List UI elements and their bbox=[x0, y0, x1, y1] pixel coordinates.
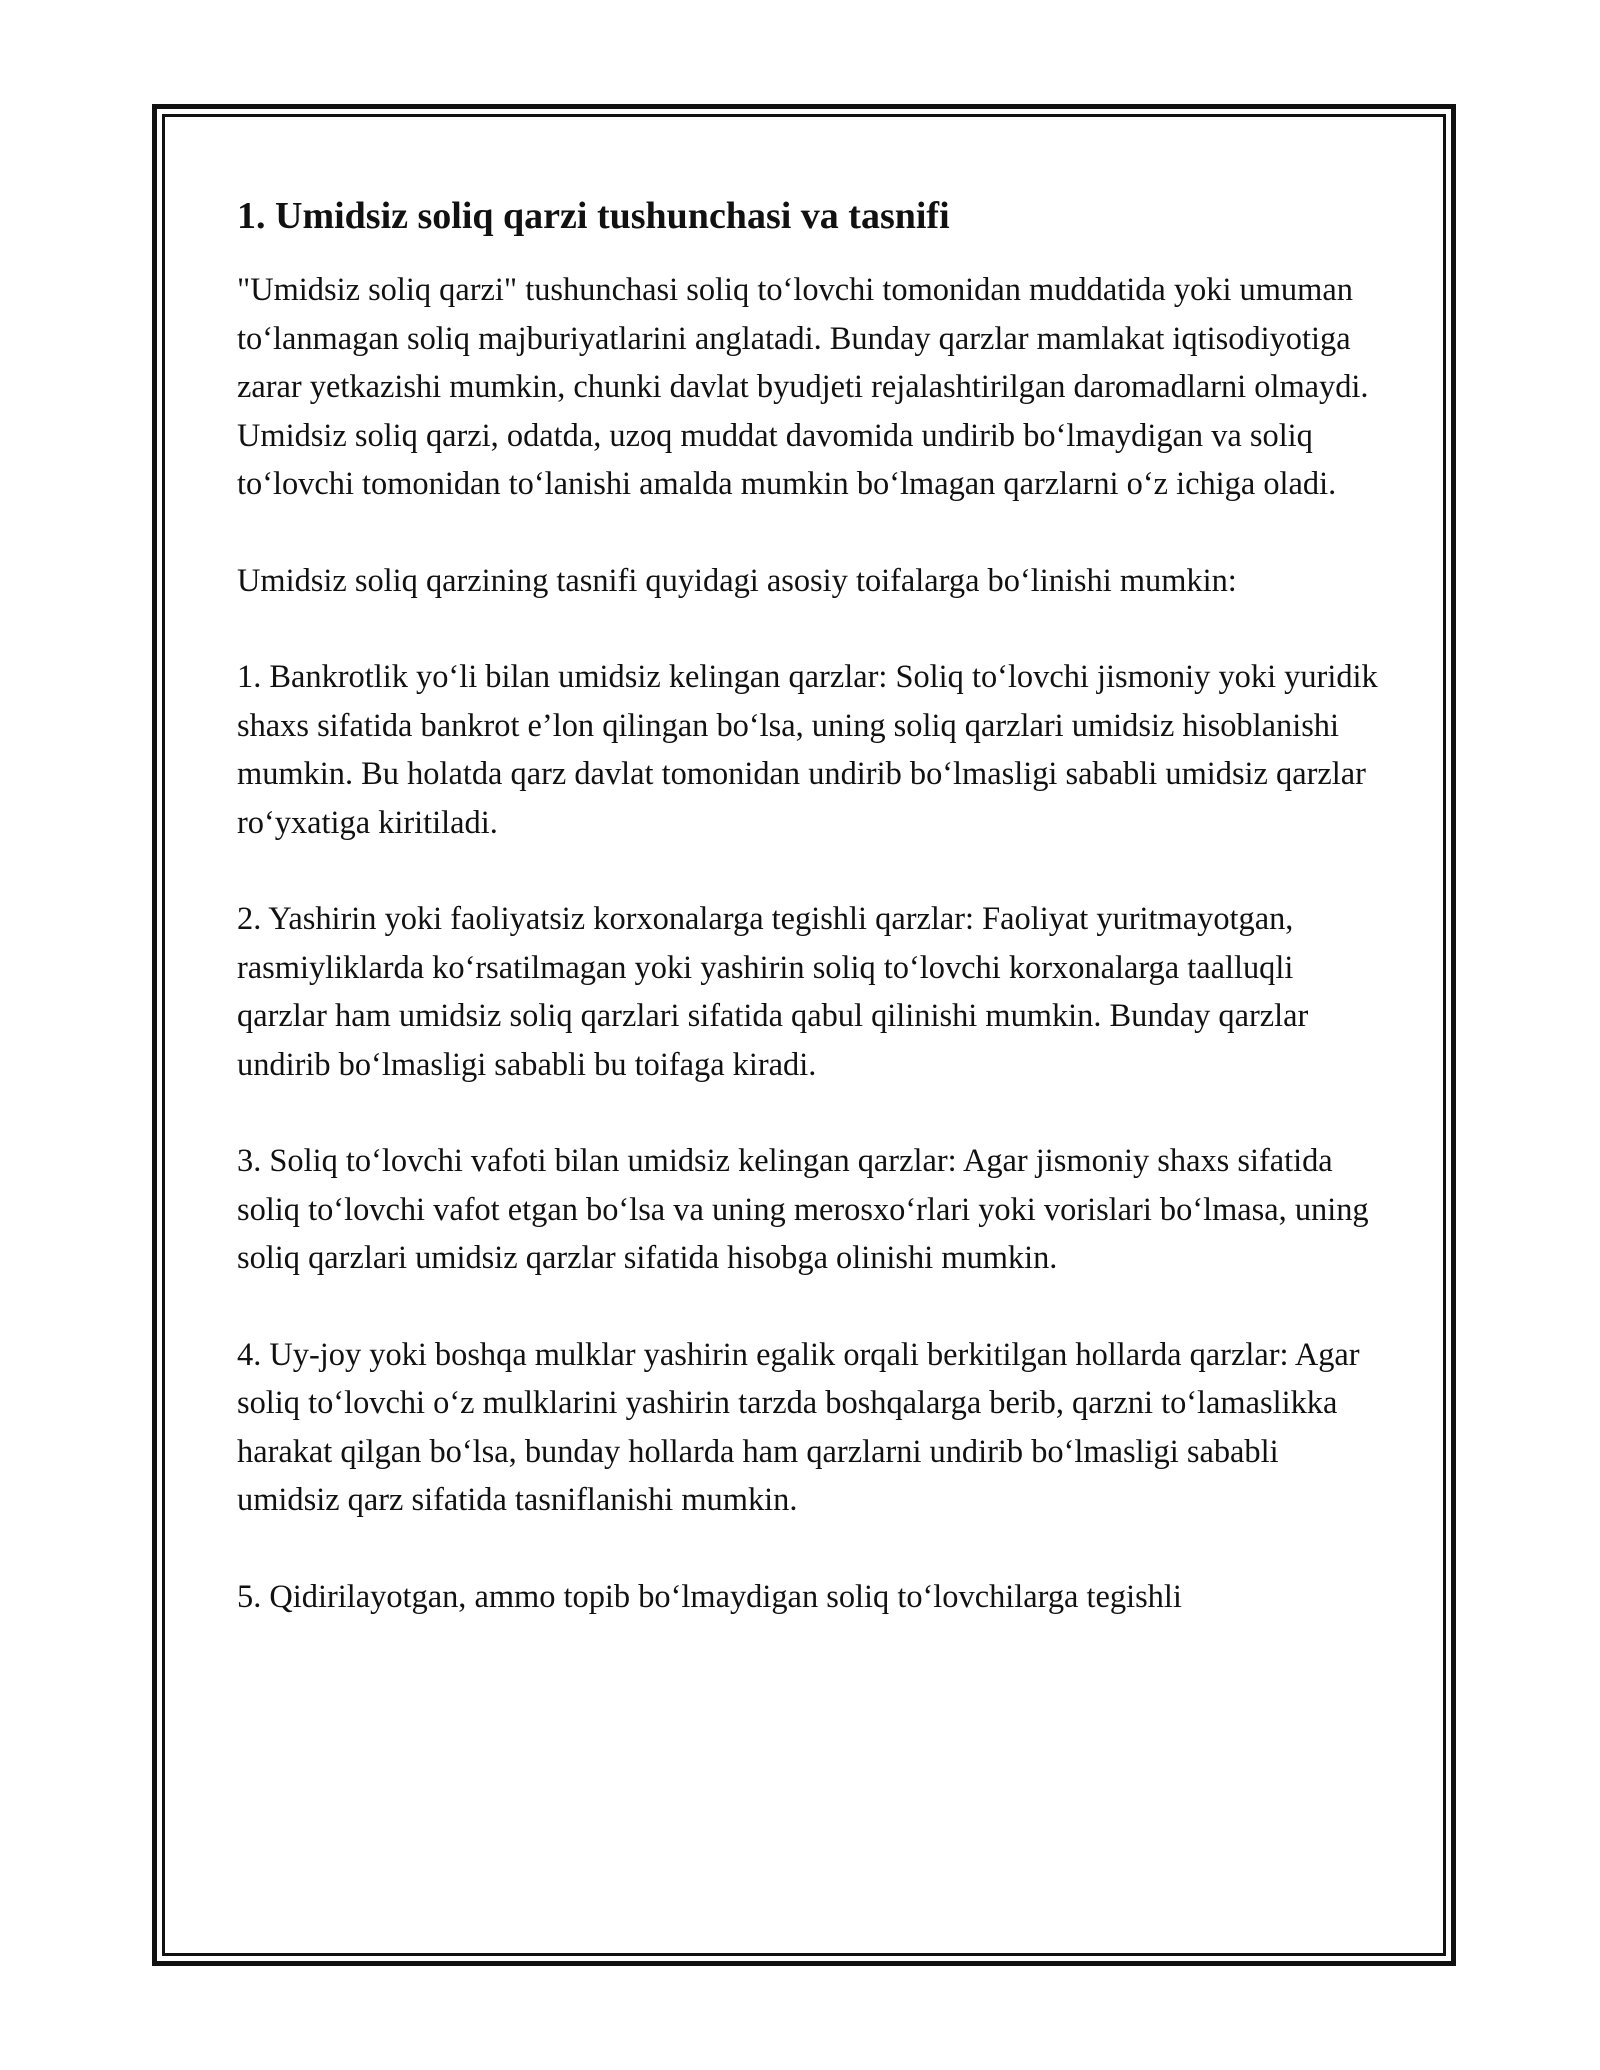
list-item-wanted-taxpayers: 5. Qidirilayotgan, ammo topib bo‘lmaydigan soliq to‘lovchilarga tegishli bbox=[237, 1578, 1182, 1615]
list-item-hidden-property: 4. Uy-joy yoki boshqa mulklar yashirin egalik orqali berkitilgan hollarda qarzlar: Agar soliq to‘lovchi o‘z mulklarini yashirin tarzda boshqalarga berib, qarzni to‘lamaslikka harakat qilgan bo‘lsa, bunday hollarda ham qarzlarni undirib bo‘lmasligi sababli umidsiz qarz sifatida tasniflanishi mumkin. bbox=[237, 1336, 1360, 1518]
paragraph-definition: "Umidsiz soliq qarzi" tushunchasi soliq to‘lovchi tomonidan muddatida yoki umuman to‘lanmagan soliq majburiyatlarini anglatadi. Bunday qarzlar mamlakat iqtisodiyotiga zarar yetkazishi mumkin, chunki davlat byudjeti rejalashtirilgan daromadlarni olmaydi. Umidsiz soliq qarzi, odatda, uzoq muddat davomida undirib bo‘lmaydigan va soliq to‘lovchi tomonidan to‘lanishi amalda mumkin bo‘lmagan qarzlarni o‘z ichiga oladi. bbox=[237, 272, 1369, 502]
section-heading: 1. Umidsiz soliq qarzi tushunchasi va tasnifi bbox=[237, 195, 950, 237]
list-item-taxpayer-death: 3. Soliq to‘lovchi vafoti bilan umidsiz kelingan qarzlar: Agar jismoniy shaxs sifatida soliq to‘lovchi vafot etgan bo‘lsa va uning merosxo‘rlari yoki vorislari bo‘lmasa, uning soliq qarzlari umidsiz qarzlar sifatida hisobga olinishi mumkin. bbox=[237, 1143, 1369, 1276]
document-body bbox=[237, 188, 1387, 1621]
paragraph-classification-intro: Umidsiz soliq qarzining tasnifi quyidagi asosiy toifalarga bo‘linishi mumkin: bbox=[237, 562, 1237, 599]
list-item-bankruptcy: 1. Bankrotlik yo‘li bilan umidsiz kelingan qarzlar: Soliq to‘lovchi jismoniy yoki yuridik shaxs sifatida bankrot e’lon qilingan bo‘lsa, uning soliq qarzlari umidsiz hisoblanishi mumkin. Bu holatda qarz davlat tomonidan undirib bo‘lmasligi sababli umidsiz qarzlar ro‘yxatiga kiritiladi. bbox=[237, 659, 1378, 841]
list-item-hidden-enterprises: 2. Yashirin yoki faoliyatsiz korxonalarga tegishli qarzlar: Faoliyat yuritmayotgan, rasmiyliklarda ko‘rsatilmagan yoki yashirin soliq to‘lovchi korxonalarga taalluqli qarzlar ham umidsiz soliq qarzlari sifatida qabul qilinishi mumkin. Bunday qarzlar undirib bo‘lmasligi sababli bu toifaga kiradi. bbox=[237, 901, 1309, 1083]
